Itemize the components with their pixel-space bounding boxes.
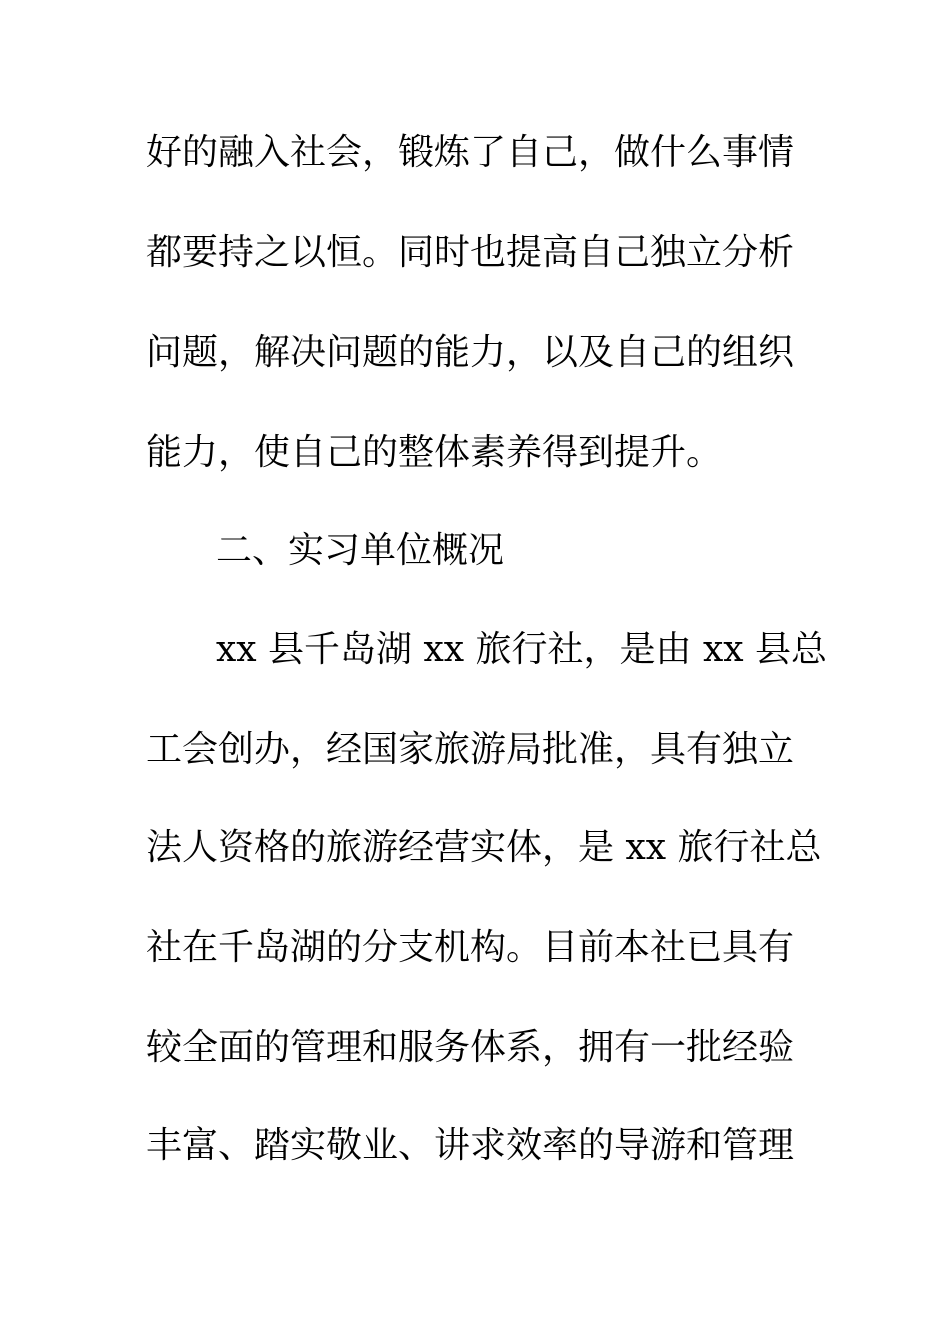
paragraph-line: 能力，使自己的整体素养得到提升。 bbox=[146, 432, 723, 473]
paragraph-line: 工会创办，经国家旅游局批准，具有独立 bbox=[146, 729, 795, 770]
paragraph-line: 都要持之以恒。同时也提高自己独立分析 bbox=[146, 232, 795, 273]
section-heading: 二、实习单位概况 bbox=[216, 530, 505, 571]
paragraph-line: 社在千岛湖的分支机构。目前本社已具有 bbox=[146, 927, 795, 968]
paragraph-line: 法人资格的旅游经营实体，是 xx 旅行社总 bbox=[146, 827, 822, 868]
paragraph-line: 问题，解决问题的能力，以及自己的组织 bbox=[146, 332, 795, 373]
paragraph-line: 好的融入社会，锻炼了自己，做什么事情 bbox=[146, 132, 795, 173]
paragraph-line: xx 县千岛湖 xx 旅行社，是由 xx 县总 bbox=[216, 629, 828, 670]
paragraph-line: 较全面的管理和服务体系，拥有一批经验 bbox=[146, 1027, 795, 1068]
paragraph-line: 丰富、踏实敬业、讲求效率的导游和管理 bbox=[146, 1125, 795, 1166]
